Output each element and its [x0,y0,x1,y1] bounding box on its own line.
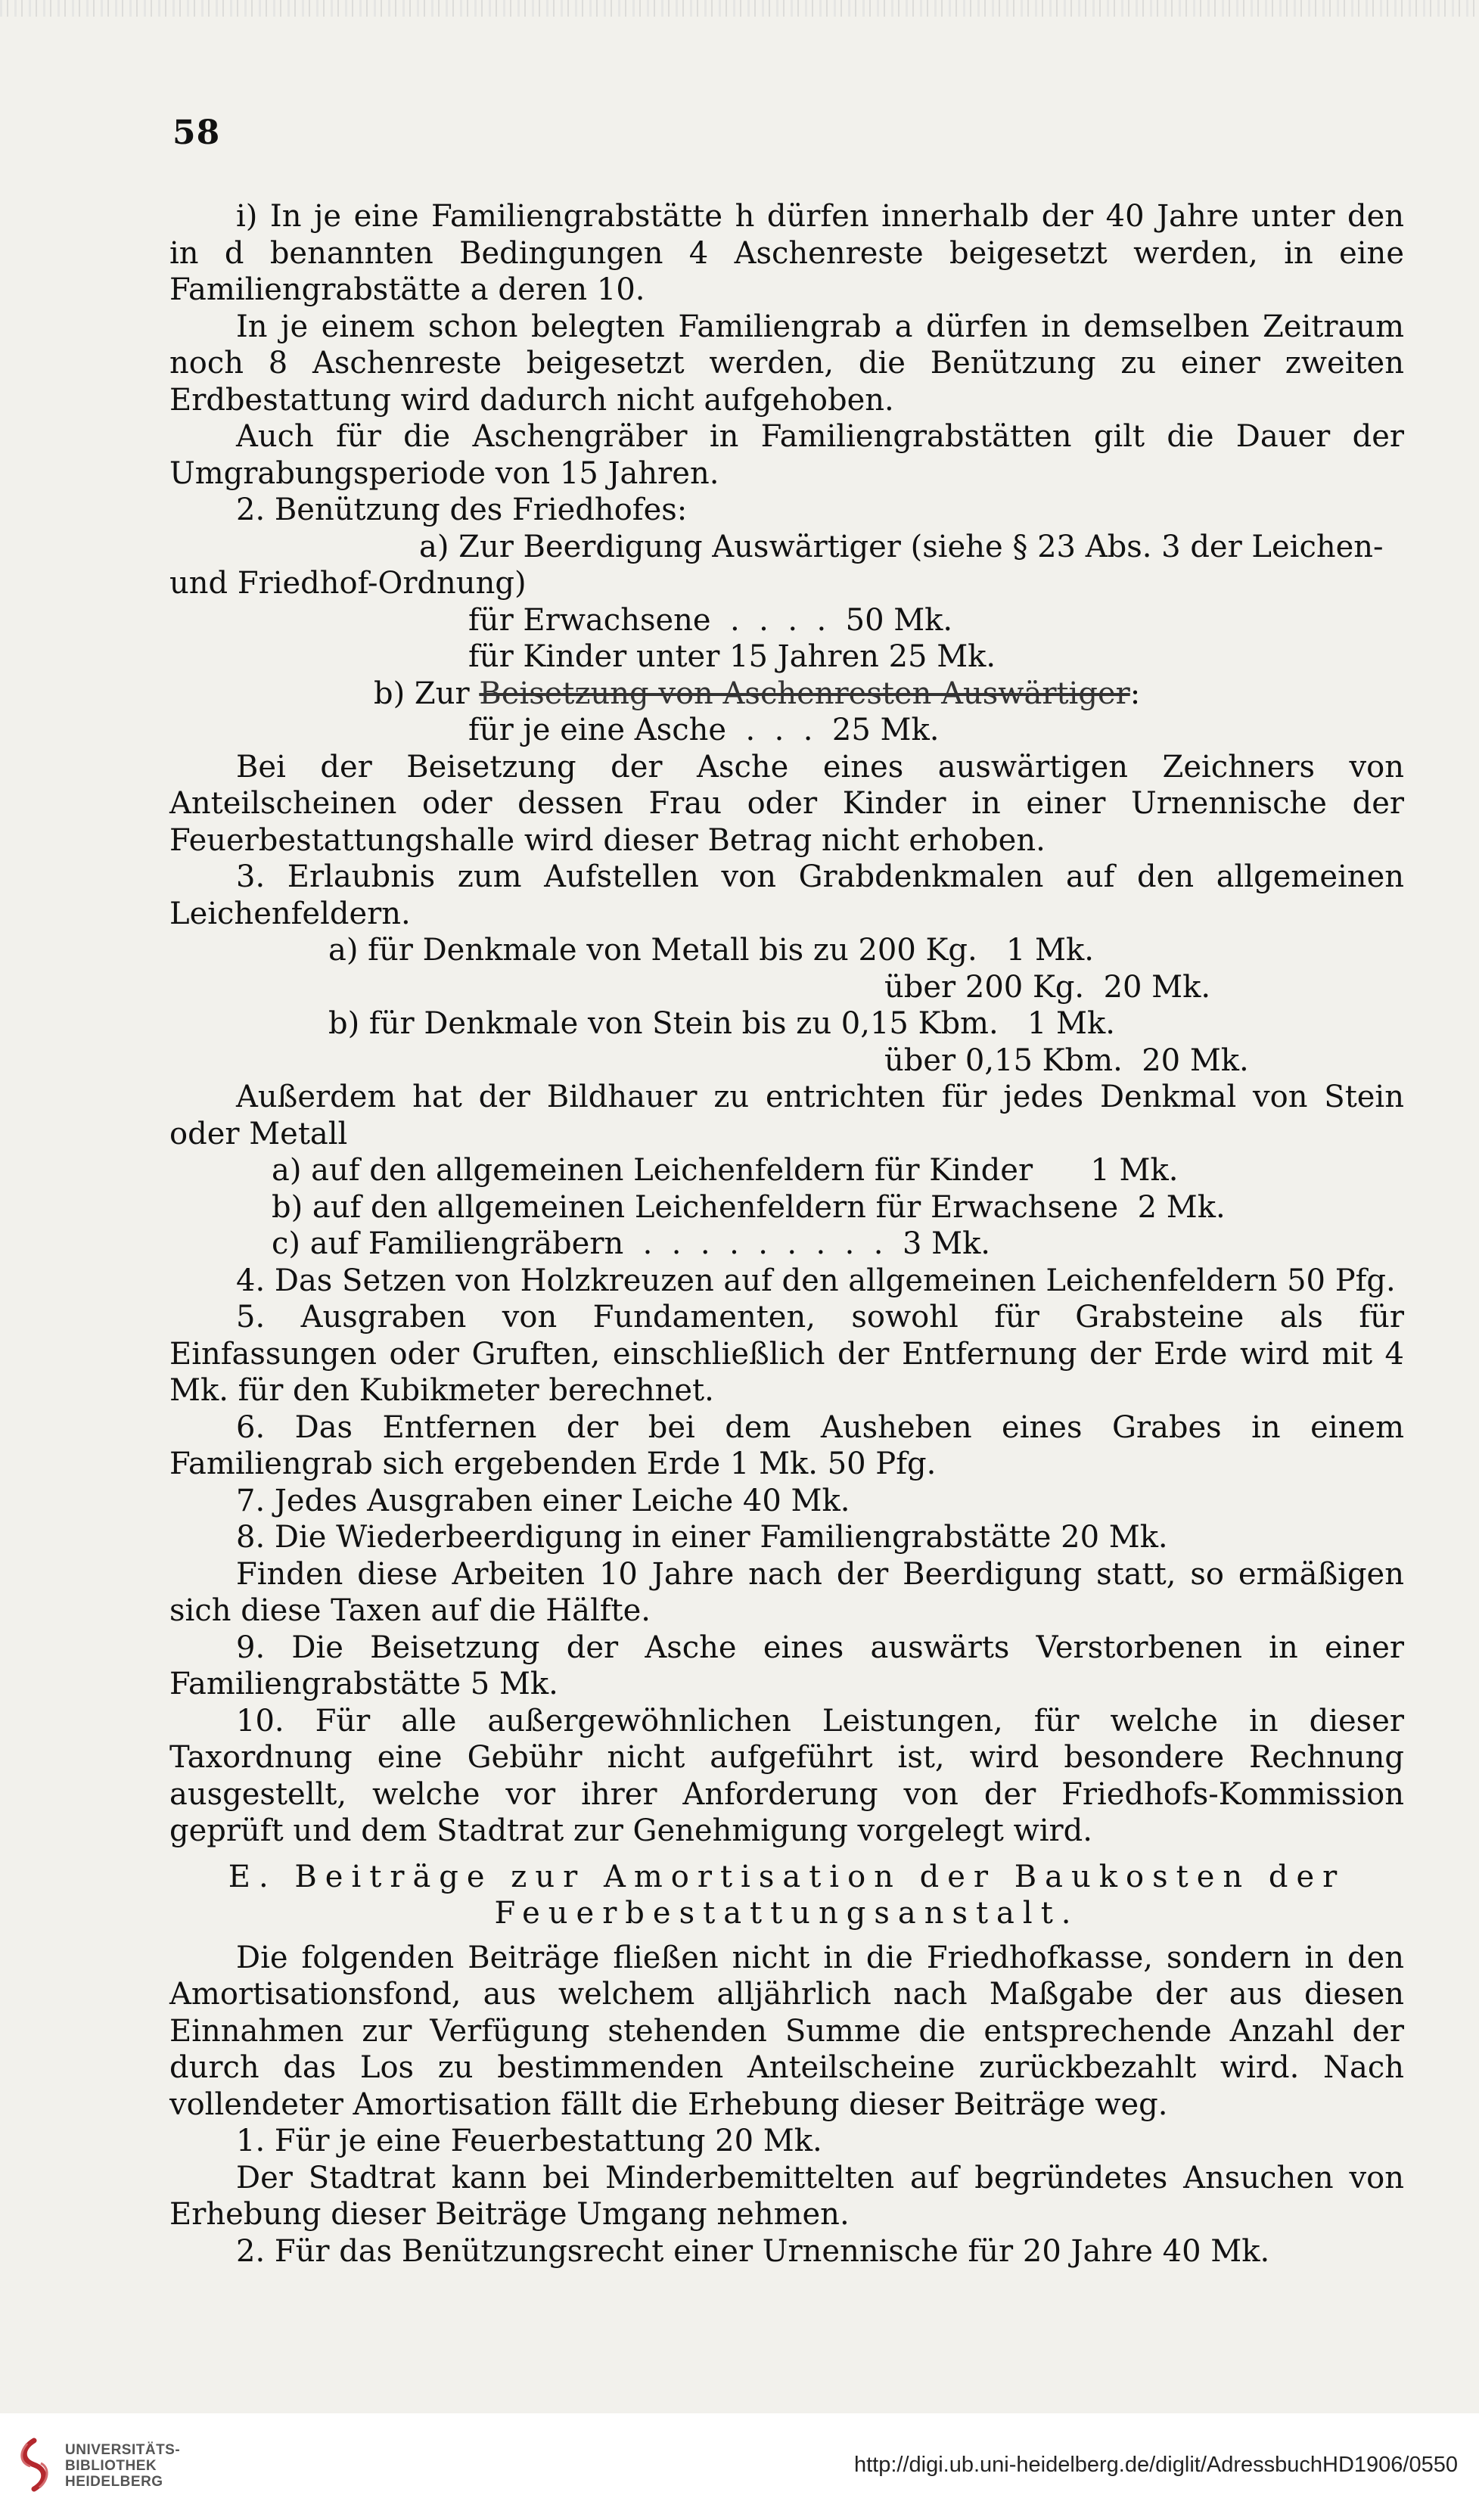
paragraph: Außerdem hat der Bildhauer zu entrichten für jedes Denkmal von Stein oder Metall [169,1080,1404,1151]
section-title: 2. Benützung des Friedhofes: [236,493,688,527]
paragraph: Bei der Beisetzung der Asche eines auswärtigen Zeichners von Anteilscheinen oder dessen Frau oder Kinder in einer Urnennische der Feuerbestattungshalle wird dieser Betrag nicht erhoben. [169,749,1404,858]
struck-text: Beisetzung von Aschenresten Auswärtiger [479,676,1130,711]
section-heading [169,1859,1404,1932]
paragraph: 4. Das Setzen von Holzkreuzen auf den allgemeinen Leichenfeldern 50 Pfg. [236,1263,1396,1298]
paragraph: 10. Für alle außergewöhnlichen Leistungen, für welche in dieser Taxordnung eine Gebühr nicht aufgeführt ist, wird besondere Rechnung ausgestellt, welche vor ihrer Anforderung von der Friedhofs-Kommission geprüft und dem Stadtrat zur Genehmigung vorgelegt wird. [169,1703,1404,1848]
section-heading-line: E. Beiträge zur Amortisation der Baukosten der [228,1859,1346,1894]
fee-line: b) auf den allgemeinen Leichenfeldern für Erwachsene 2 Mk. [272,1189,1226,1225]
paragraph: und Friedhof-Ordnung) [169,566,527,601]
fee-line: für Kinder unter 15 Jahren 25 Mk. [468,639,996,674]
paragraph: 1. Für je eine Feuerbestattung 20 Mk. [236,2124,822,2158]
paragraph: Der Stadtrat kann bei Minderbemittelten auf begründetes Ansuchen von Erhebung dieser Beiträge Umgang nehmen. [169,2160,1404,2232]
fee-line: über 0,15 Kbm. 20 Mk. [884,1042,1249,1078]
page-number: 58 [172,113,221,152]
fee-line: über 200 Kg. 20 Mk. [884,969,1211,1005]
fee-line: a) für Denkmale von Metall bis zu 200 Kg. 1 Mk. [328,933,1094,968]
logo-line: UNIVERSITÄTS- [65,2442,181,2458]
source-url-link[interactable]: http://digi.ub.uni-heidelberg.de/diglit/AdressbuchHD1906/0550 [853,2453,1458,2477]
paragraph: 5. Ausgraben von Fundamenten, sowohl für Grabsteine als für Einfassungen oder Gruften, einschließlich der Entfernung der Erde wird mit 4 Mk. für den Kubikmeter berechnet. [169,1300,1404,1408]
fee-subtitle [169,676,1404,713]
fee-line: c) auf Familiengräbern . . . . . . . . . 3 Mk. [272,1226,991,1261]
fee-line: a) auf den allgemeinen Leichenfeldern für Kinder 1 Mk. [272,1153,1179,1188]
logo-line: HEIDELBERG [65,2474,163,2490]
paragraph: 6. Das Entfernen der bei dem Ausheben eines Grabes in einem Familiengrab sich ergebenden Erde 1 Mk. 50 Pfg. [169,1409,1404,1481]
fee-subtitle-suffix: : [1129,676,1141,711]
paragraph: 8. Die Wiederbeerdigung in einer Familiengrabstätte 20 Mk. [236,1520,1168,1555]
section-heading-line: Feuerbestattungsanstalt. [494,1896,1080,1931]
paragraph: 3. Erlaubnis zum Aufstellen von Grabdenkmalen auf den allgemeinen Leichenfeldern. [169,859,1404,931]
paragraph: Die folgenden Beiträge fließen nicht in die Friedhofkasse, sondern in den Amortisationsfond, aus welchem alljährlich nach Maßgabe der aus diesen Einnahmen zur Verfügung stehenden Summe die entsprechende Anzahl der durch das Los zu bestimmenden Anteilscheine zurückbezahlt wird. Nach vollendeter Amortisation fällt die Erhebung dieser Beiträge weg. [169,1940,1404,2122]
fee-subtitle-prefix: b) Zur [374,676,480,711]
page-body [169,198,1404,2270]
fee-line: für Erwachsene . . . . 50 Mk. [468,602,953,638]
scan-edge-noise [0,0,1479,17]
paragraph: 9. Die Beisetzung der Asche eines auswärts Verstorbenen in einer Familiengrabstätte 5 Mk. [169,1630,1404,1701]
logo-line: BIBLIOTHEK [65,2458,157,2474]
paragraph: 7. Jedes Ausgraben einer Leiche 40 Mk. [236,1483,850,1518]
paragraph: a) Zur Beerdigung Auswärtiger (siehe § 23 Abs. 3 der Leichen- [419,529,1384,564]
footer-bar [0,2413,1479,2520]
fee-line: für je eine Asche . . . 25 Mk. [468,713,940,747]
paragraph: In je einem schon belegten Familiengrab a dürfen in demselben Zeitraum noch 8 Aschenreste beigesetzt werden, die Benützung zu einer zweiten Erdbestattung wird dadurch nicht aufgehoben. [169,309,1404,418]
fee-line: b) für Denkmale von Stein bis zu 0,15 Kbm. 1 Mk. [328,1006,1115,1041]
paragraph: Finden diese Arbeiten 10 Jahre nach der Beerdigung statt, so ermäßigen sich diese Taxen auf die Hälfte. [169,1556,1404,1628]
paragraph: Auch für die Aschengräber in Familiengrabstätten gilt die Dauer der Umgrabungsperiode von 15 Jahren. [169,419,1404,491]
paragraph: i) In je eine Familiengrabstätte h dürfen innerhalb der 40 Jahre unter den in d benannten Bedingungen 4 Aschenreste beigesetzt werden, in eine Familiengrabstätte a deren 10. [169,199,1404,307]
library-logo-text [65,2442,180,2490]
library-logo-icon [17,2438,51,2492]
paragraph: 2. Für das Benützungsrecht einer Urnennische für 20 Jahre 40 Mk. [236,2233,1270,2269]
